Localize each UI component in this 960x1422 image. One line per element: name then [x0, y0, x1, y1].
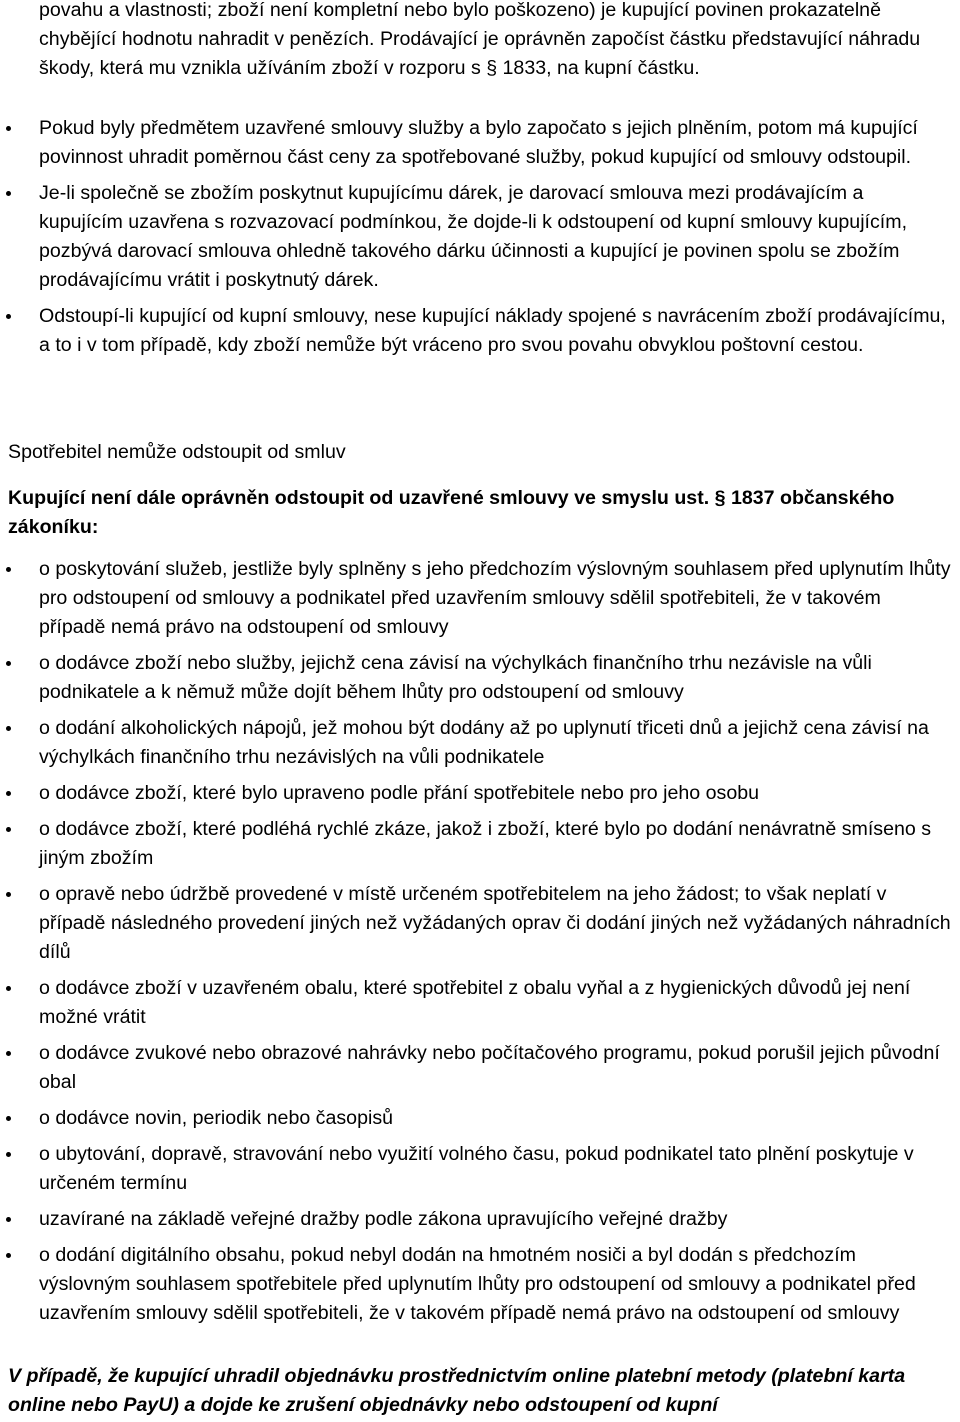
- list-item-text: o ubytování, dopravě, stravování nebo využití volného času, pokud podnikatel tato plnění poskytuje v určeném termínu: [39, 1143, 914, 1194]
- bullet-icon: [6, 1116, 11, 1121]
- list-item-text: o dodávce zboží nebo služby, jejichž cena závisí na výchylkách finančního trhu nezávisle na vůli podnikatele a k němuž může dojít během lhůty pro odstoupení od smlouvy: [39, 652, 872, 703]
- list-item-text: Pokud byly předmětem uzavřené smlouvy služby a bylo započato s jejich plněním, potom má kupující povinnost uhradit poměrnou část ceny za spotřebované služby, pokud kupující od smlouvy odstoupil.: [39, 117, 918, 168]
- list-item-text: o dodávce novin, periodik nebo časopisů: [39, 1107, 394, 1129]
- list-item: [0, 1039, 960, 1097]
- section-heading: Spotřebitel nemůže odstoupit od smluv: [8, 441, 346, 463]
- bullet-icon: [6, 1253, 11, 1258]
- list-item-text: Je-li společně se zbožím poskytnut kupujícímu dárek, je darovací smlouva mezi prodávajícím a kupujícím uzavřena s rozvazovací podmínkou, že dojde-li k odstoupení od kupní smlouvy kupujícím, pozbývá darovací smlouva ohledně takového dárku účinnosti a kupující je povinen spolu se zbožím prodávajícímu vrátit i poskytnutý dárek.: [39, 182, 908, 291]
- list-item-text: o dodávce zvukové nebo obrazové nahrávky nebo počítačového programu, pokud porušil jejich původní obal: [39, 1042, 940, 1093]
- list-item-text: o opravě nebo údržbě provedené v místě určeném spotřebitelem na jeho žádost; to však neplatí v případě následného provedení jiných než vyžádaných oprav či dodání jiných než vyžádaných náhradních dílů: [39, 883, 951, 963]
- bullet-icon: [6, 661, 11, 666]
- list-item-text: o dodání alkoholických nápojů, jež mohou být dodány až po uplynutí třiceti dnů a jejichž cena závisí na výchylkách finančního trhu nezávislých na vůli podnikatele: [39, 717, 929, 768]
- list-item-text: Odstoupí-li kupující od kupní smlouvy, nese kupující náklady spojené s navrácením zboží prodávajícímu, a to i v tom případě, kdy zboží nemůže být vráceno pro svou povahu obvyklou poštovní cestou.: [39, 305, 946, 356]
- list-item: [0, 714, 960, 772]
- list-item: [0, 179, 960, 295]
- bullet-icon: [6, 1217, 11, 1222]
- bullet-icon: [6, 986, 11, 991]
- bullet-icon: [6, 1152, 11, 1157]
- list-item-text: o dodání digitálního obsahu, pokud nebyl dodán na hmotném nosiči a byl dodán s předchozím výslovným souhlasem spotřebitele před uplynutím lhůty pro odstoupení od smlouvy a podnikatel před uzavřením smlouvy sdělil spotřebiteli, že v takovém případě nemá právo na odstoupení od smlouvy: [39, 1244, 916, 1324]
- list-item: [0, 880, 960, 967]
- list-item: [0, 649, 960, 707]
- intro-paragraph: povahu a vlastnosti; zboží není kompletní nebo bylo poškozeno) je kupující povinen prokazatelně chybějící hodnotu nahradit v penězích. Prodávající je oprávněn započíst částku představující náhradu škody, která mu vznikla užíváním zboží v rozporu s § 1833, na kupní částku.: [39, 0, 921, 79]
- withdrawal-conditions-list: [0, 114, 960, 367]
- list-item: [0, 974, 960, 1032]
- list-item: [0, 114, 960, 172]
- bullet-icon: [6, 892, 11, 897]
- list-item: [0, 1140, 960, 1198]
- list-item: [0, 779, 960, 808]
- list-item: [0, 815, 960, 873]
- bullet-icon: [6, 567, 11, 572]
- bullet-icon: [6, 126, 11, 131]
- list-item: [0, 555, 960, 642]
- list-item-text: o dodávce zboží, které bylo upraveno podle přání spotřebitele nebo pro jeho osobu: [39, 782, 760, 804]
- list-item-text: o dodávce zboží v uzavřeném obalu, které spotřebitel z obalu vyňal a z hygienických důvodů jej není možné vrátit: [39, 977, 911, 1028]
- bullet-icon: [6, 791, 11, 796]
- list-item: [0, 1241, 960, 1328]
- closing-paragraph: V případě, že kupující uhradil objednávku prostřednictvím online platební metody (platební karta online nebo PayU) a dojde ke zrušení objednávky nebo odstoupení od kupní: [8, 1365, 906, 1416]
- list-item-text: uzavírané na základě veřejné dražby podle zákona upravujícího veřejné dražby: [39, 1208, 728, 1230]
- bullet-icon: [6, 314, 11, 319]
- list-item: [0, 1205, 960, 1234]
- exceptions-list: [0, 555, 960, 1335]
- list-item: [0, 1104, 960, 1133]
- bullet-icon: [6, 726, 11, 731]
- list-item: [0, 302, 960, 360]
- bullet-icon: [6, 191, 11, 196]
- list-item-text: o poskytování služeb, jestliže byly splněny s jeho předchozím výslovným souhlasem před uplynutím lhůty pro odstoupení od smlouvy a podnikatel před uzavřením smlouvy sdělil spotřebiteli, že v takovém případě nemá právo na odstoupení od smlouvy: [39, 558, 951, 638]
- bullet-icon: [6, 1051, 11, 1056]
- list-item-text: o dodávce zboží, které podléhá rychlé zkáze, jakož i zboží, které bylo po dodání nenávratně smíseno s jiným zbožím: [39, 818, 932, 869]
- section-subheading: Kupující není dále oprávněn odstoupit od uzavřené smlouvy ve smyslu ust. § 1837 občanského zákoníku:: [8, 487, 895, 538]
- bullet-icon: [6, 827, 11, 832]
